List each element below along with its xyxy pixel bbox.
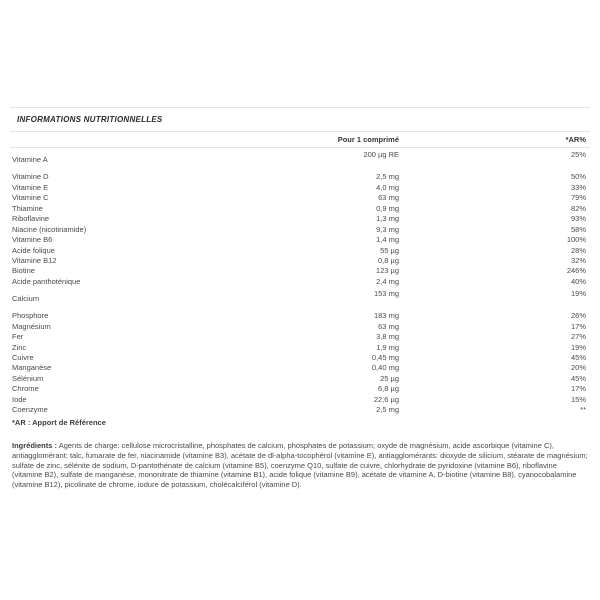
- row-value: 200 µg RE: [363, 150, 399, 159]
- row-ar: 45%: [570, 373, 586, 383]
- row-ar: 45%: [570, 353, 586, 363]
- row-ar: 17%: [570, 321, 586, 331]
- row-label: Fer: [12, 332, 24, 342]
- table-row: [10, 363, 590, 373]
- table-row: [10, 266, 590, 276]
- table-row: [10, 287, 590, 311]
- row-label: Thiamine: [12, 203, 43, 213]
- row-value: 63 mg: [378, 321, 399, 331]
- row-label: Niacine (nicotinamide): [12, 224, 87, 234]
- row-label: Vitamine B6: [12, 235, 53, 245]
- row-label: Calcium: [12, 294, 40, 304]
- row-label: Vitamine D: [12, 172, 49, 182]
- row-ar: 82%: [570, 203, 586, 213]
- row-value: 0,9 mg: [376, 203, 399, 213]
- row-value: 0,45 mg: [371, 353, 399, 363]
- table-row: [10, 394, 590, 404]
- row-value: 2,4 mg: [376, 276, 399, 286]
- table-header: [10, 132, 590, 147]
- table-row: [10, 245, 590, 255]
- row-ar: 17%: [570, 384, 586, 394]
- row-value: 2,5 mg: [376, 172, 399, 182]
- row-ar: 19%: [570, 288, 586, 298]
- row-label: Manganèse: [12, 363, 52, 373]
- table-row: [10, 373, 590, 383]
- ingredients-label: Ingrédients :: [12, 441, 58, 451]
- row-ar: 79%: [570, 193, 586, 203]
- row-ar: 93%: [570, 214, 586, 224]
- row-value: 0,40 mg: [371, 363, 399, 373]
- row-value: 22,6 µg: [373, 394, 399, 404]
- table-row: [10, 311, 590, 321]
- row-value: 2,5 mg: [376, 405, 399, 415]
- row-label: Coenzyme: [12, 405, 48, 415]
- ingredients-text: Agents de charge: cellulose microcristalline, phosphates de calcium, phosphates de potassium; oxyde de magnésium, acide ascorbique (vitamine C), antiagglomérant: talc, fumarate de fer, niacinamide (vitamine B3), acétate de dl-alpha-tocophérol (vitamine E), antiagglomérants: dioxyde de silicium, stéarate de magnésium; sulfate de zinc, sélénite de sodium, D-pantothénate de calcium (vitamine B5), coenzyme Q10, sulfate de cuivre, chlorhydrate de pyridoxine (vitamine B6), riboflavine (vitamine B2), sulfate de manganèse, mononitrate de thiamine (vitamine B1), acide folique (vitamine B9), acétate de vitamine A, D-biotine (vitamine B8), cyanocobalamine (vitamine B12), picolinate de chrome, iodure de potassium, cholécalciférol (vitamine D).: [12, 441, 588, 489]
- row-ar: 32%: [570, 255, 586, 265]
- row-value: 0,8 µg: [377, 255, 399, 265]
- table-row: [10, 353, 590, 363]
- table-row: [10, 148, 590, 172]
- section-title: INFORMATIONS NUTRITIONNELLES: [17, 115, 163, 124]
- row-label: Sélénium: [12, 373, 44, 383]
- row-ar: 19%: [570, 342, 586, 352]
- row-value: 1,9 mg: [376, 342, 399, 352]
- title-row: [10, 108, 590, 131]
- row-value: 55 µg: [380, 245, 399, 255]
- footnote: *AR : Apport de Référence: [12, 418, 106, 428]
- column-header-serving: Pour 1 comprimé: [337, 134, 399, 144]
- row-label: Iode: [12, 394, 27, 404]
- nutrition-rows: [10, 148, 590, 415]
- row-label: Cuivre: [12, 353, 34, 363]
- table-row: [10, 332, 590, 342]
- row-ar: **: [580, 405, 586, 415]
- table-row: [10, 256, 590, 266]
- row-label: Phosphore: [12, 311, 49, 321]
- row-label: Acide panthoténique: [12, 276, 81, 286]
- table-row: [10, 235, 590, 245]
- table-row: [10, 384, 590, 394]
- table-row: [10, 214, 590, 224]
- row-label: Biotine: [12, 266, 35, 276]
- table-row: [10, 172, 590, 182]
- ingredients-paragraph: [10, 441, 588, 490]
- row-ar: 246%: [566, 266, 586, 276]
- table-row: [10, 276, 590, 286]
- row-label: Magnésium: [12, 321, 51, 331]
- row-value: 9,3 mg: [376, 224, 399, 234]
- row-label: Zinc: [12, 342, 27, 352]
- row-ar: 20%: [570, 363, 586, 373]
- row-ar: 25%: [570, 150, 586, 159]
- row-ar: 40%: [570, 276, 586, 286]
- table-row: [10, 182, 590, 192]
- row-value: 183 mg: [373, 311, 399, 321]
- row-value: 1,4 mg: [376, 235, 399, 245]
- row-label: Vitamine E: [12, 182, 49, 192]
- row-value: 25 µg: [380, 373, 399, 383]
- row-value: 6,8 µg: [377, 384, 399, 394]
- row-value: 63 mg: [378, 193, 399, 203]
- row-ar: 15%: [570, 394, 586, 404]
- row-value: 1,3 mg: [376, 214, 399, 224]
- nutrition-panel: [10, 107, 590, 490]
- column-header-ar: *AR%: [565, 134, 586, 144]
- row-label: Vitamine A: [12, 155, 48, 165]
- row-ar: 50%: [570, 172, 586, 182]
- row-ar: 28%: [570, 245, 586, 255]
- row-ar: 100%: [566, 235, 586, 245]
- table-row: [10, 342, 590, 352]
- row-value: 3,8 mg: [376, 332, 399, 342]
- row-label: Riboflavine: [12, 214, 50, 224]
- table-row: [10, 224, 590, 234]
- row-ar: 58%: [570, 224, 586, 234]
- row-ar: 27%: [570, 332, 586, 342]
- row-ar: 26%: [570, 311, 586, 321]
- row-ar: 33%: [570, 182, 586, 192]
- table-row: [10, 203, 590, 213]
- row-value: 153 mg: [373, 288, 399, 298]
- row-value: 123 µg: [375, 266, 399, 276]
- row-label: Acide folique: [12, 245, 55, 255]
- row-label: Vitamine B12: [12, 255, 57, 265]
- row-label: Chrome: [12, 384, 39, 394]
- row-label: Vitamine C: [12, 193, 49, 203]
- row-value: 4,0 mg: [376, 182, 399, 192]
- table-row: [10, 193, 590, 203]
- table-row: [10, 321, 590, 331]
- table-row: [10, 405, 590, 415]
